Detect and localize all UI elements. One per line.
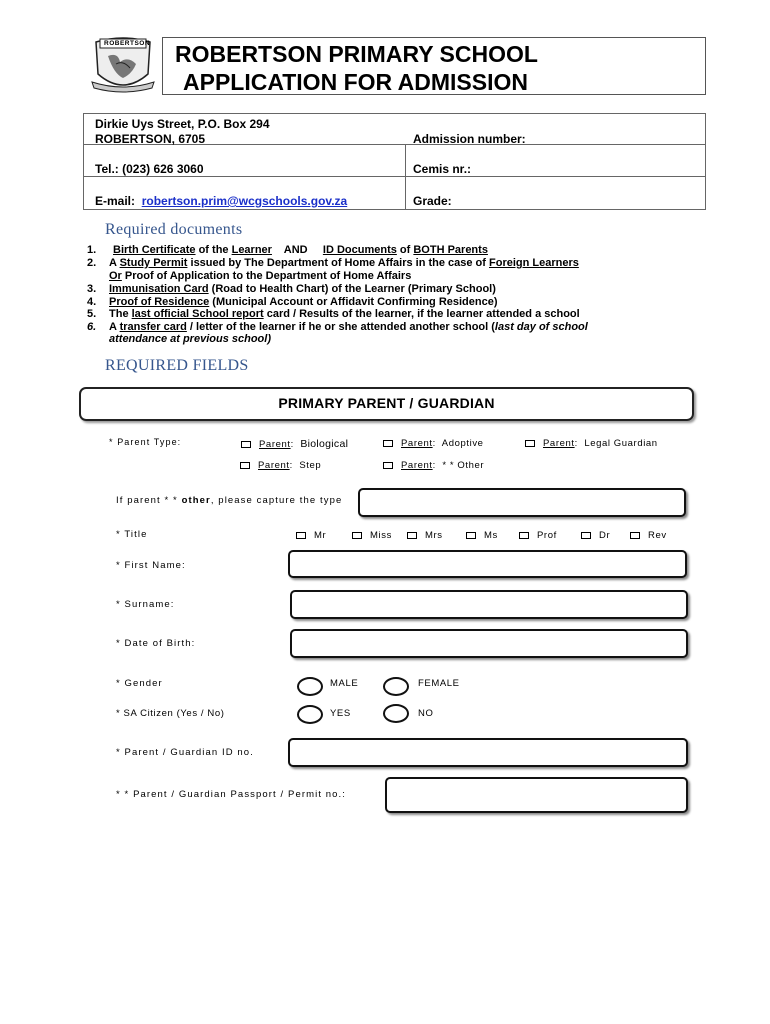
title-option-rev[interactable]: Rev <box>630 530 667 541</box>
title-option-miss[interactable]: Miss <box>352 530 392 541</box>
checkbox[interactable] <box>407 532 417 539</box>
email-label: E-mail: <box>95 194 136 208</box>
checkbox[interactable] <box>241 441 251 448</box>
panel-title: PRIMARY PARENT / GUARDIAN <box>278 395 495 411</box>
parent-type-legal-guardian[interactable]: Parent: Legal Guardian <box>525 438 658 449</box>
date-of-birth-label: * Date of Birth: <box>116 638 196 649</box>
citizen-yes-radio[interactable] <box>297 705 323 724</box>
title-option-mr[interactable]: Mr <box>296 530 326 541</box>
id-number-input[interactable] <box>288 738 688 767</box>
logo-text: ROBERTSON <box>104 40 151 47</box>
gender-label: * Gender <box>116 678 163 689</box>
school-info-table <box>83 113 706 210</box>
checkbox[interactable] <box>240 462 250 469</box>
required-fields-heading: REQUIRED FIELDS <box>105 357 249 374</box>
title-option-mrs[interactable]: Mrs <box>407 530 443 541</box>
checkbox[interactable] <box>383 440 393 447</box>
first-name-label: * First Name: <box>116 560 186 571</box>
parent-type-other[interactable]: Parent: * * Other <box>383 460 484 471</box>
passport-permit-input[interactable] <box>385 777 688 813</box>
telephone: Tel.: (023) 626 3060 <box>95 162 204 176</box>
citizen-yes-label: YES <box>330 708 351 719</box>
gender-female-label: FEMALE <box>418 678 460 689</box>
first-name-input[interactable] <box>288 550 687 578</box>
parent-type-label: * Parent Type: <box>109 437 182 447</box>
page-title-form: APPLICATION FOR ADMISSION <box>183 69 528 95</box>
page-title-school: ROBERTSON PRIMARY SCHOOL <box>175 41 538 67</box>
surname-input[interactable] <box>290 590 688 619</box>
other-type-label: If parent * * other, please capture the type <box>116 495 343 506</box>
parent-type-adoptive[interactable]: Parent: Adoptive <box>383 438 484 449</box>
required-documents-heading: Required documents <box>105 221 243 238</box>
primary-parent-panel <box>79 387 694 421</box>
checkbox[interactable] <box>383 462 393 469</box>
id-number-label: * Parent / Guardian ID no. <box>116 747 254 758</box>
title-box <box>162 37 706 95</box>
checkbox[interactable] <box>525 440 535 447</box>
checkbox[interactable] <box>296 532 306 539</box>
citizen-no-radio[interactable] <box>383 704 409 723</box>
title-option-ms[interactable]: Ms <box>466 530 498 541</box>
gender-female-radio[interactable] <box>383 677 409 696</box>
address-line2: ROBERTSON, 6705 <box>95 132 206 146</box>
email-row <box>95 194 347 208</box>
school-crest-logo <box>88 34 158 96</box>
grade-label: Grade: <box>413 194 452 208</box>
checkbox[interactable] <box>630 532 640 539</box>
passport-permit-label: * * Parent / Guardian Passport / Permit no.: <box>116 789 347 800</box>
other-type-input[interactable] <box>358 488 686 517</box>
checkbox[interactable] <box>352 532 362 539</box>
parent-type-biological[interactable]: Parent: Biological <box>241 438 348 450</box>
checkbox[interactable] <box>519 532 529 539</box>
citizen-no-label: NO <box>418 708 434 719</box>
address-line1: Dirkie Uys Street, P.O. Box 294 <box>95 117 270 131</box>
cemis-label: Cemis nr.: <box>413 162 472 176</box>
gender-male-label: MALE <box>330 678 359 689</box>
date-of-birth-input[interactable] <box>290 629 688 658</box>
email-link[interactable]: robertson.prim@wcgschools.gov.za <box>141 194 348 208</box>
gender-male-radio[interactable] <box>297 677 323 696</box>
checkbox[interactable] <box>581 532 591 539</box>
checkbox[interactable] <box>466 532 476 539</box>
surname-label: * Surname: <box>116 599 175 610</box>
title-option-prof[interactable]: Prof <box>519 530 557 541</box>
title-label: * Title <box>116 529 148 540</box>
parent-type-step[interactable]: Parent: Step <box>240 460 321 471</box>
sa-citizen-label: * SA Citizen (Yes / No) <box>116 708 225 719</box>
admission-number-label: Admission number: <box>413 132 526 146</box>
title-option-dr[interactable]: Dr <box>581 530 610 541</box>
